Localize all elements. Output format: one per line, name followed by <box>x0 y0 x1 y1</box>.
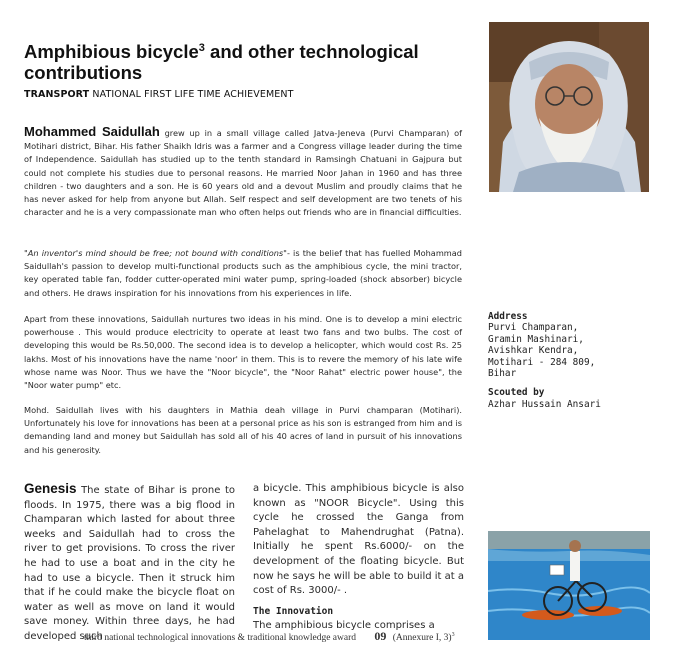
address-line: Gramin Mashinari, <box>488 333 584 345</box>
quote-text: "An inventor's mind should be free; not bound with conditions" <box>24 248 287 258</box>
innovation-text: The amphibious bicycle comprises a <box>253 620 435 632</box>
page-footer: third national technological innovations & traditional knowledge award 09 (Annexure I, 3)$^3$ <box>84 629 455 643</box>
innovation-heading: The Innovation <box>253 605 334 617</box>
family-paragraph: Mohd. Saidullah lives with his daughters in Mathia deah village in Purvi champaran (Motihari). Unfortunately his love for innovations has been at a personal price as his son is estranged from him and is demanding land and money but Saidullah has sold all of his 40 acres of land in pursuit of his innovations and his generosity. <box>24 405 462 455</box>
award-label: NATIONAL FIRST LIFE TIME ACHIEVEMENT <box>92 89 294 100</box>
category-label: TRANSPORT <box>24 89 90 100</box>
portrait-photo <box>489 22 649 192</box>
address-line: Motihari - 284 809, <box>488 356 596 368</box>
ideas-paragraph: Apart from these innovations, Saidullah nurtures two ideas in his mind. One is to develop a mini electric powerhouse . This would produce electricity to operate at least two fans and two bulbs. The cost of developing this would be Rs.50,000. The second idea is to develop a helicopter, which would cost Rs. 25 lakhs. Most of his innovations have the name 'noor' in them. This is to revere the memory of his late wife whose name was Noor. Thus we have the "Noor bicycle", the "Noor Rahat" electric power house", the "Noor water pump" etc. <box>24 314 462 391</box>
scouted-name: Azhar Hussain Ansari <box>488 398 601 410</box>
scouted-label: Scouted by <box>488 387 545 399</box>
genesis-heading: Genesis <box>24 481 77 496</box>
address-label: Address <box>488 311 528 322</box>
award-name: third national technological innovations & traditional knowledge award <box>84 633 356 643</box>
address-line: Avishkar Kendra, <box>488 345 579 357</box>
quote-paragraph: "An inventor's mind should be free; not bound with conditions"- is the belief that has fuelled Mohammad Saidullah's passion to develop multi-functional products such as the amphibious cycle, the mini tractor, key operated table fan, fodder cutter-operated mini water pump, spring-loaded (shock absorber) bicycle and others. He draws inspiration for his innovations from his experiences in life. <box>24 248 462 298</box>
amphibious-bicycle-photo <box>488 531 650 640</box>
address-line: Purvi Champaran, <box>488 322 579 334</box>
innovator-name: Mohammed Saidullah <box>24 124 160 139</box>
contact-sidebar <box>488 311 668 410</box>
genesis-continued: a bicycle. This amphibious bicycle is also known as "NOOR Bicycle". Using this cycle he crossed the Ganga from Pahelaghat to Mahendrughat (Patna). Initially he spent Rs.6000/- on the development of the floating bicycle. But now he says he will be able to build it at a cost of Rs. 3000/- . The Innovation The amphibious bicycle comprises a <box>253 483 464 632</box>
page-number: 09 <box>374 629 387 643</box>
intro-paragraph: Mohammed Saidullah grew up in a small village called Jatva-Jeneva (Purvi Champaran) of Motihari district, Bihar. His father Shaikh Idris was a farmer and a Congress village leader during the time of Independence. Saidullah has studied up to the tenth standard in Ramsingh Chatuani in Gajpura but could not complete his studies due to personal reasons. He married Noor Jahan in 1960 and has three children - two daughters and a son. He is 60 years old and a devout Muslim and proudly claims that he has never asked for help from anyone but Allah. Self respect and self development are two tenets of his character and he is a very compassionate man who often helps out friends who are in financial difficulties. <box>24 124 463 218</box>
genesis-section: Genesis The state of Bihar is prone to floods. In 1975, there was a big flood in Champaran which lasted for about three weeks and Saidullah had to cross the river to get provisions. To cross the river he had to use a boat and in the city he had to use a bicycle. Then it struck him that if he could make the bicycle float on water as well as move on land it would save money. Within three days, he had developed such <box>24 481 235 642</box>
page-title: Amphibious bicycle$^3$ and other technological contributions <box>24 41 419 84</box>
annexure-ref: (Annexure I, 3) <box>392 633 452 643</box>
subtitle <box>24 89 294 100</box>
address-line: Bihar <box>488 368 517 380</box>
